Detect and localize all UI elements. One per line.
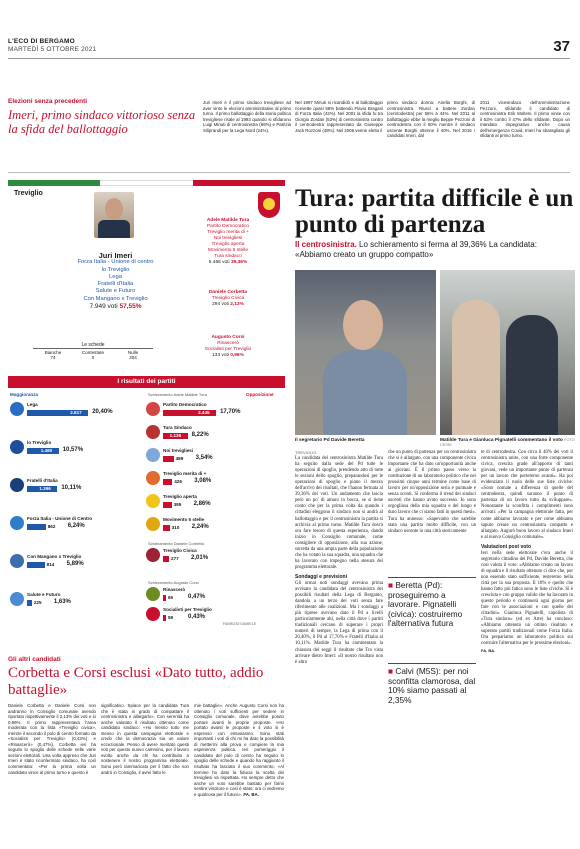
city-label: Treviglio: [14, 190, 43, 197]
flag-red: [193, 180, 285, 186]
deck-text: Lo schieramento si ferma al 39,36% La candidata: «Abbiamo creato un gruppo compatto»: [295, 240, 537, 259]
pull-quote-beretta: ■ Beretta (Pd): proseguiremo a lavorare. Pignatelli (civica): costruiremo l'alternativa futura: [388, 577, 476, 629]
party-name: Movimento 5 stelle: [163, 517, 205, 522]
party-name: Treviglio merita di +: [163, 471, 207, 476]
party-result-row: [146, 425, 274, 445]
bottom-story-title: Corbetta e Corsi esclusi «Dato tutto, addio battaglie»: [8, 665, 264, 698]
party-votes: 1.136: [169, 433, 182, 438]
candidate-tura: Adele Matilde Tura Partito Democratico Treviglio merita di + Noi trevigliesi Treviglio aperta Movimento 5 stelle Tura sindaco 5.466 voti 39,36%: [206, 218, 250, 265]
party-name: Fratelli d'Italia: [27, 478, 58, 483]
top-divider: [8, 58, 570, 59]
city-crest-icon: [258, 192, 280, 218]
party-logo-icon: [146, 471, 160, 485]
winner-list-5: Salute e Futuro: [95, 288, 136, 295]
party-vote-bar: [163, 556, 169, 562]
winner-photo: [94, 192, 134, 238]
main-column-2: che un punto di partenza per un centrosinistra che si è allargato, con una componente civica importante che ha dato un'opportunità anche ai giovani. È il primo passo verso la costituzione di un laboratorio politico che nei prossimi cinque anni termine come base di lavoro per un'opposizione seria e puntuale e senza sconti. Si conferma il trend dei sindaci uscenti che hanno avuto successo. Io sono orgogliosa della mia squadra e del lungo e duro lavoro che ci siamo fatti in questi mesi». Tura ha annesso: «Sapevamo che sarebbe stata una partita molto difficile, con un sindaco uscente in una città storicamente: [388, 450, 476, 534]
party-logo-icon: [146, 607, 160, 621]
party-votes: 310: [171, 525, 180, 530]
party-name: Rinascerò: [163, 587, 186, 592]
bottom-column-1: Daniele Corbetta e Daniele Corsi non andranno in Consiglio comunale avendo riportato rispettivamente il 2,13% dei voti e lo 0,96%. Il primo rappresentava l'area moderata con la lista «Treviglio civica», mentre il secondo il polo di centro formato da «Socialisti per Treviglio» (0,43%) e «Rinascerò» (0,47%). Corbetta ieri ha seguito lo spoglio delle schede nelle varie sezioni elettorali. Una volta appreso che Juri Imeri è stato riconfermato sindaco, ha così commentato: «Per la prima volta un candidato vince al primo turno e questo è: [8, 703, 96, 775]
party-vote-bar: [163, 615, 166, 621]
main-signature: FA. BA.: [481, 647, 496, 653]
party-result-row: [10, 402, 138, 422]
subhead-valutazioni: Valutazioni post voto: [481, 543, 532, 550]
party-logo-icon: [146, 548, 160, 562]
party-percentage: 0,43%: [188, 614, 206, 620]
party-result-row: [146, 517, 274, 537]
party-logo-icon: [10, 478, 24, 492]
party-percentage: 10,11%: [61, 485, 82, 491]
party-logo-icon: [10, 554, 24, 568]
party-name: Treviglio aperta: [163, 494, 197, 499]
deck-lead: Il centrosinistra.: [295, 240, 357, 249]
party-name: Forza Italia - Unione di Centro: [27, 516, 93, 521]
candidate-corbetta: Daniele Corbetta Treviglio Civica 294 voti 2,13%: [208, 290, 248, 307]
party-name: Lega: [27, 402, 38, 407]
party-result-row: [146, 471, 274, 491]
party-name: Salute e Futuro: [27, 592, 61, 597]
top-story-kicker: Elezioni senza precedenti: [8, 98, 88, 105]
ballots-table: Le schede Bianche Contestate Nulle 74 0 304: [33, 342, 153, 360]
bottom-column-3: mie battaglie». Anche Augusto Corsi non ha ottenuto i voti sufficienti per sedere in Consiglio comunale, dove avrebbe potuto portare avanti le proprie proposte. «Ho portato avanti le proposte e il voto si è espresso con entusiasmo. Sono stati importanti i voti di chi mi ha dato la possibilità di mettermi alla prova e compiere la mia esperienza politica. Ieri pomeriggio il candidato del polo di centro ha seguito lo spoglio delle schede e quando ha raggiunto il risultato ha lasciato il suo commento: «Al termine ho dato la fiducia la scelta dei trevigliesi va rispettata. Ho sempre detto che anche un voto sarebbe bastato per farmi sentire vincitore e così è stato: ora ci vedremo e qualcosa per il futuro». FA. BA.: [194, 703, 284, 797]
party-votes: 489: [175, 456, 184, 461]
party-logo-icon: [146, 587, 160, 601]
party-logo-icon: [10, 592, 24, 606]
section-divider: [8, 172, 570, 173]
pull-quote-calvi: ■ Calvi (M5S): per noi sconfitta clamorosa, dal 10% siamo passati al 2,35%: [388, 663, 476, 705]
corbetta-coalition-label: Schieramento Daniele Corbetta: [148, 541, 204, 546]
party-logo-icon: [10, 402, 24, 416]
main-deck: [295, 240, 575, 259]
photo-beretta: [295, 270, 436, 435]
party-votes: 277: [171, 556, 179, 561]
party-votes: 814: [46, 562, 55, 567]
party-votes: 65: [168, 595, 174, 600]
party-percentage: 6,24%: [67, 523, 85, 529]
winner-list-1: Forza Italia - Unione di centro: [77, 259, 154, 266]
bottom-story-kicker: Gli altri candidati: [8, 656, 61, 663]
party-votes: 426: [174, 479, 182, 484]
party-result-row: [146, 494, 274, 514]
top-story-column-4: 2011 vicesindaco dell'amministrazione Pezzoni, sfidando il candidato di centrosinistra Erik Molteni. Il primo vinse con il 53% contro il 47% dello sfidante. Dopo un mandato impegnativo anche causa dell'emergenza Covid, Imeri ha sbaragliato gli sfidanti al primo turno.: [480, 100, 570, 139]
top-story-title: Imeri, primo sindaco vittorioso senza la sfida del ballottaggio: [8, 108, 196, 136]
bottom-signature: FA. BA.: [243, 791, 259, 797]
main-column-1: TREVIGLIO La candidata del centrosinistra Matilde Tura ha seguito dalla sede del Pd tutte le operazioni di spoglio, prendendo atto di tutte le sezioni dello spoglio, preparandosi per le operazioni di spoglio e piano il mezzo dell'arrivo dei risultati, che l'hanno fermata al 39,36% dei voti. Un andamento che lascia però un po' di amaro in bocca, se si tiene conto che per la prima volta da quando i cittadini eleggono il sindaco non si andrà al ballottaggio e per il centrosinistra la partita si archivia al primo turno. Matilde Tura dovrà ora fare tesoro di questa esperienza, dando inizio in Consiglio comunale, come consigliere di opposizione, alla sua azione, sorretta da una ampia parte della popolazione che ha votato la sua squadra, una squadra che ha lavorato con impegno nella stesura del programma elettorale. Sondaggi e previsioni Gli ormai noti sondaggi avevano prima avvisato la candidata del centrosinistra dei possibili risultati della Lega di Bergamo, dandola a un terzo dei voti senza fare riferimento alle coalizioni. Ma i sondaggi a più riprese avevano dato il Pd a livelli particolarmente alti, nella città dove i partiti tradizionali cercano di superare i propri numeri di sempre, la Lega di prima con il 20,40%, il Pd al 17,70% e Fratelli d'Italia al 10,11%. Matilde Tura ha commentato la chiusura dei seggi il risultato che Tra vista arrivare dietro Imeri: «Il nostro risultato non è altro: [295, 450, 383, 665]
winner-list-3: Lega: [109, 273, 122, 280]
party-votes: 2.817: [70, 410, 82, 415]
issue-date: MARTEDÌ 5 OTTOBRE 2021: [8, 46, 97, 53]
page-number: 37: [553, 38, 570, 55]
dateline: TREVIGLIO: [295, 450, 317, 455]
bottom-column-2: significativo. Spiace per la candidata Tura che è stata in grado di compattare il centrosinistra e allargarlo». Con serenità ha anche valutato il risultato ottenuto come candidato sindaco: «Ho messo tutto me stesso in questa campagna elettorale e credo che la democrazia sia un valore eccezionale. Penso di avere meritato questi voti per questo nuovo cammino, per il lavoro svolto anche da chi ha contribuito a sostenere il nostro programma elettorale. Sono però rammaricato per il fatto che non andrò in Consiglio, il avrei fatto le: [101, 703, 189, 775]
party-vote-bar: [163, 502, 172, 508]
party-logo-icon: [146, 425, 160, 439]
candidate-corsi: Augusto Corsi Rinascerò Socialisti per Treviglio 133 voti 0,96%: [204, 335, 252, 358]
party-percentage: 3,08%: [194, 478, 212, 484]
party-votes: 395: [173, 502, 182, 507]
party-percentage: 20,40%: [92, 409, 113, 415]
party-vote-bar: [27, 524, 46, 530]
party-logo-icon: [10, 516, 24, 530]
party-votes: 862: [47, 524, 56, 529]
top-story-column-3: primo sindaco donna: Ariella Borghi, di centrosinistra. Riuscì a battere Zordan (centrodestra) per 56% a 44%. Nel 2011 al ballottaggio ebbe la meglio Beppe Pezzoni di centrodestra con il 60% mentre il sindaco uscente Borghi ottenne il 40%. Nel 2016 i candidati Imeri, dal: [387, 100, 475, 139]
party-vote-bar: [163, 595, 166, 601]
party-result-row: [146, 607, 274, 627]
party-votes: 1.396: [39, 486, 51, 491]
election-results-box: [8, 180, 285, 632]
party-name: Partito Democratico: [163, 402, 207, 407]
party-name: Socialisti per Treviglio: [163, 607, 212, 612]
flag-white: [100, 180, 192, 186]
masthead: [8, 38, 96, 54]
party-result-row: [146, 448, 274, 468]
winner-block: [48, 252, 183, 310]
party-logo-icon: [146, 402, 160, 416]
majority-label: Maggioranza: [10, 392, 39, 397]
top-story-column-2: Nel 1997 Minuti si ricandidò e al ballottaggio ricevette quasi 58% battendo Flavio Bragani di Forza Italia (42%). Nel 2001 la sfida fu tra Giorgio Zordan (53%) di centrosinistra contro il centrodestra rappresentato da Giuseppe Jack Rozzoni (48%). Nel 2006 venne eletto il: [295, 100, 383, 133]
party-vote-bar: [163, 479, 172, 485]
party-name: lo Treviglio: [27, 440, 52, 445]
party-percentage: 5,89%: [66, 561, 84, 567]
party-votes: 2.445: [198, 410, 210, 415]
top-story-column-1: Juri Imeri è il primo sindaco trevigliese ad aver vinto le elezioni amministrative al primo turno. Il primo ballottaggio della storia politica trevigliese risale al 1993 quando si sfidarono Luigi Minuti di centrosinistra (66%) e Patrizia Siliprandi per la Lega Nord (24%).: [203, 100, 291, 133]
winner-votes: 7.949 voti 57,55%: [89, 303, 142, 311]
photo-tura-pignatelli: [440, 270, 575, 435]
party-votes: 59: [168, 615, 174, 620]
party-percentage: 2,01%: [191, 555, 209, 561]
winner-name: Juri Imeri: [98, 251, 133, 260]
party-percentage: 2,86%: [193, 501, 211, 507]
flag-green: [8, 180, 100, 186]
party-name: Con Mangano x Treviglio: [27, 554, 82, 559]
party-percentage: 2,24%: [191, 524, 209, 530]
photo-credit: FABRIZIO DAMIELE: [223, 622, 257, 626]
party-logo-icon: [146, 517, 160, 531]
main-column-3: te di centrodestra. Con circa il 40% dei voti il centrosinistra unito, con una forte componente civica, crescita grade all'apporto di tanti giovani, vede un importante punto di partenza per un lavoro che porteremo avanti». Ha poi evidenziato il ruolo delle sue liste civiche: «Sono nomate a differenza di quelle del centrodestra, quindi saranno il punto di partenza di un lavoro tutto da sviluppare». Nonostante la sconfitta i complimenti sono arrivati: «Per la campagna elettorale fatta, per come abbiamo lavorato e per come abbiamo saputo creare un centrosinistra compatto e allargato. Augurò buon lavoro al sindaco Imeri e al nuovo Consiglio comunale». Valutazioni post voto Ieri nella sede elettorale c'era anche il segretario cittadino del Pd, Davide Beretta, che così valuta il voto: «Abbiamo creato un lavoro di squadra e il risultato ottenuto ci dice che, pur non essendo stato sufficiente, resteremo nella città per la sua proposta. Il 18% e quello che hanno fatto più fatica sono le liste civiche. Sì è cresciuta e con gruppo valido che ha lavorato in questo periodo e continuerà ogni giorno per fare con le associazioni e con quelle dei cittadini». Gianluca Pignatelli, capolista di «Tura sindaco» (ed ex Arte) ha concluso: «Abbiamo ottenuto un ottimo risultato e superato partiti tradizionali come Forza Italia. Ora prepariamo un laboratorio politico sui costruire l'alternativa per le prossime elezioni». FA. BA.: [481, 450, 573, 653]
party-logo-icon: [10, 440, 24, 454]
party-result-row: [10, 516, 138, 536]
tura-coalition-label: Schieramento Adele Matilde Tura: [148, 392, 207, 397]
party-result-row: [10, 478, 138, 498]
party-name: Noi trevigliesi: [163, 448, 194, 453]
party-percentage: 17,70%: [220, 409, 241, 415]
party-votes: 1.460: [40, 448, 53, 453]
party-vote-bar: [163, 525, 170, 531]
party-vote-bar: [163, 456, 174, 462]
party-percentage: 3,54%: [195, 455, 213, 461]
party-percentage: 1,63%: [53, 599, 71, 605]
party-result-row: [146, 587, 274, 607]
party-logo-icon: [146, 494, 160, 508]
party-name: Tura Sindaco: [163, 425, 192, 430]
main-headline: Tura: partita difficile è un punto di partenza: [295, 185, 574, 238]
party-percentage: 8,22%: [191, 432, 209, 438]
party-name: Treviglio Civica: [163, 548, 197, 553]
party-logo-icon: [146, 448, 160, 462]
party-percentage: 0,47%: [188, 594, 206, 600]
caption-photo-2: Matilde Tura e Gianluca Pignatelli commentano il voto FOTO CESNI: [440, 438, 575, 447]
party-result-row: [146, 548, 274, 568]
party-result-row: [10, 554, 138, 574]
paper-name: L'ECO DI BERGAMO: [8, 38, 75, 45]
winner-list-4: Fratelli d'Italia: [97, 281, 134, 288]
results-title: I risultati dei partiti: [8, 376, 285, 388]
winner-list-2: lo Treviglio: [101, 266, 130, 273]
party-votes: 225: [33, 600, 42, 605]
party-result-row: [10, 592, 138, 612]
opposition-label: Opposizione: [246, 392, 274, 397]
party-result-row: [146, 402, 274, 422]
party-vote-bar: [27, 562, 45, 568]
italian-flag-stripe: [8, 180, 285, 186]
subhead-sondaggi: Sondaggi e previsioni: [295, 573, 347, 580]
party-result-row: [10, 440, 138, 460]
caption-photo-1: Il segretario Pd Davide Beretta: [295, 438, 365, 443]
corsi-coalition-label: Schieramento Augusto Corsi: [148, 580, 199, 585]
party-vote-bar: [27, 600, 32, 606]
party-percentage: 10,57%: [62, 447, 84, 453]
winner-list-6: Con Mangano x Treviglio: [83, 295, 148, 302]
